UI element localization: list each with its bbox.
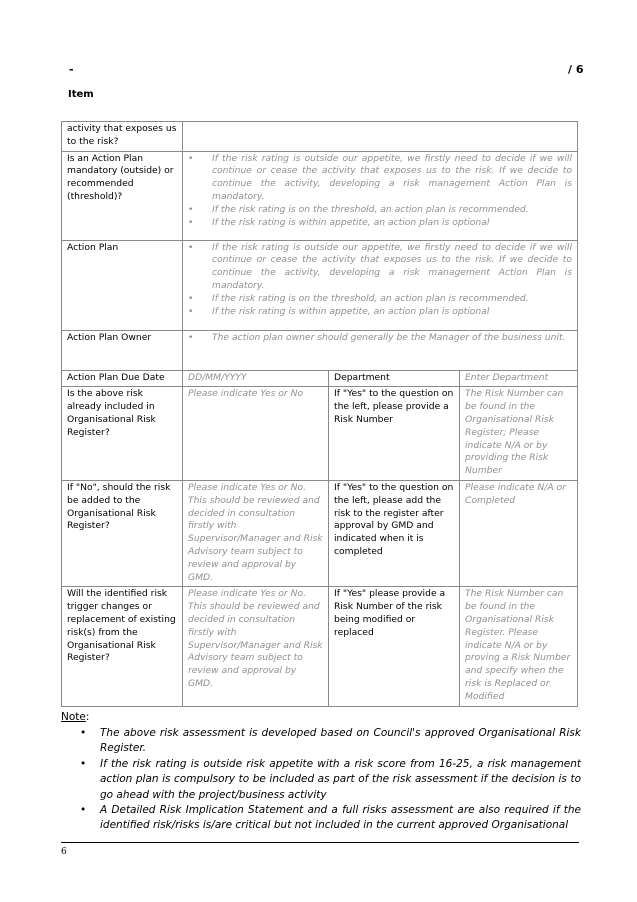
list-item: • If the risk rating is within appetite, an action plan is optional [188, 306, 572, 319]
header-left-mark: - [69, 63, 74, 76]
empty-cell[interactable] [183, 122, 578, 152]
row-label: Action Plan Owner [62, 330, 183, 370]
list-item: • The above risk assessment is developed based on Council's approved Organisational Risk Register. [61, 726, 581, 757]
section-title: Item [68, 89, 94, 100]
row-label: If "Yes" to the question on the left, please add the risk to the register after approval by GMD and indicated when it is completed [329, 480, 460, 586]
list-item: • If the risk rating is outside our appetite, we firstly need to decide if we will continue or cease the activity that exposes us to the risk. If we decide to continue the activity, developing a risk management Action Plan is mandatory. [188, 153, 572, 204]
list-item: • If the risk rating is on the threshold, an action plan is recommended. [188, 293, 572, 306]
yes-no-field[interactable]: Please indicate Yes or No. This should be reviewed and decided in consultation firstly with Supervisor/Manager and Risk Advisory team subject to review and approval by GMD. [183, 587, 329, 706]
table-row [62, 240, 578, 330]
note-section [61, 705, 581, 834]
header-page-indicator: / 6 [568, 63, 584, 76]
note-colon: : [85, 711, 90, 723]
note-list [61, 726, 581, 834]
list-item: • If the risk rating is on the threshold, an action plan is recommended. [188, 204, 572, 217]
table-row [62, 370, 578, 387]
guidance-cell[interactable] [183, 151, 578, 240]
yes-no-field[interactable]: Please indicate Yes or No. This should be reviewed and decided in consultation firstly with Supervisor/Manager and Risk Advisory team subject to review and approval by GMD. [183, 480, 329, 586]
table-row [62, 587, 578, 706]
completion-field[interactable]: Please indicate N/A or Completed [460, 480, 578, 586]
row-label: Action Plan Due Date [62, 370, 183, 387]
table-row [62, 387, 578, 481]
list-item: • If the risk rating is outside risk appetite with a risk score from 16-25, a risk management action plan is compulsory to be included as part of the risk assessment if the decision is to go ahead with the project/business activity [61, 757, 581, 803]
row-label: Is the above risk already included in Organisational Risk Register? [62, 387, 183, 481]
row-label: Is an Action Plan mandatory (outside) or recommended (threshold)? [62, 151, 183, 240]
row-label: Department [329, 370, 460, 387]
table-row [62, 151, 578, 240]
table-row [62, 480, 578, 586]
guidance-cell[interactable] [183, 240, 578, 330]
row-label: Action Plan [62, 240, 183, 330]
page-number: 6 [61, 847, 67, 857]
footer-divider [61, 842, 579, 843]
row-label: activity that exposes us to the risk? [62, 122, 183, 152]
row-label: If "Yes" please provide a Risk Number of the risk being modified or replaced [329, 587, 460, 706]
table-row [62, 330, 578, 370]
risk-number-field[interactable]: The Risk Number can be found in the Organisational Risk Register; Please indicate N/A or by providing the Risk Number [460, 387, 578, 481]
department-field[interactable]: Enter Department [460, 370, 578, 387]
table-row [62, 122, 578, 152]
list-item: • A Detailed Risk Implication Statement and a full risks assessment are also required if the identified risk/risks is/are critical but not included in the current approved Organisational [61, 803, 581, 834]
due-date-field[interactable]: DD/MM/YYYY [183, 370, 329, 387]
note-title: Note [61, 711, 86, 723]
row-label: If "No", should the risk be added to the Organisational Risk Register? [62, 480, 183, 586]
list-item: • If the risk rating is outside our appetite, we firstly need to decide if we will continue or cease the activity that exposes us to the risk. If we decide to continue the activity, developing a risk management Action Plan is mandatory. [188, 242, 572, 293]
guidance-cell[interactable] [183, 330, 578, 370]
risk-assessment-table [61, 121, 578, 707]
yes-no-field[interactable]: Please indicate Yes or No [183, 387, 329, 481]
row-label: Will the identified risk trigger changes or replacement of existing risk(s) from the Organisational Risk Register? [62, 587, 183, 706]
list-item: • The action plan owner should generally be the Manager of the business unit. [188, 332, 572, 345]
risk-number-field[interactable]: The Risk Number can be found in the Organisational Risk Register. Please indicate N/A or by proving a Risk Number and specify when the risk is Replaced or Modified [460, 587, 578, 706]
row-label: If "Yes" to the question on the left, please provide a Risk Number [329, 387, 460, 481]
list-item: • If the risk rating is within appetite, an action plan is optional [188, 217, 572, 230]
